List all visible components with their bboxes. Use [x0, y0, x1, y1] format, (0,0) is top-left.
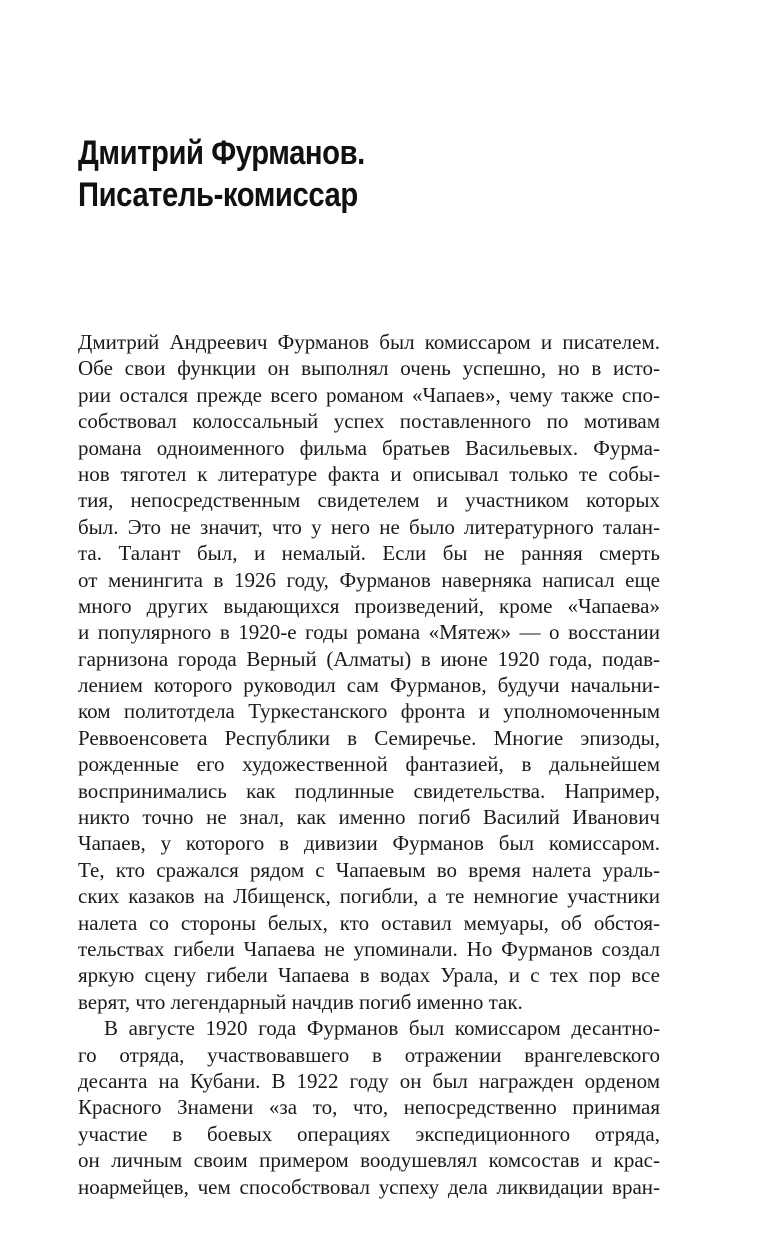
text-line: воспринимались как подлинные свидетельства. Например, — [78, 778, 660, 803]
text-line: Дмитрий Андреевич Фурманов был комиссаром и писателем. — [78, 330, 660, 354]
text-line: романа одноименного фильма братьев Васильевых. Фурма- — [78, 435, 660, 460]
text-line: рожденные его художественной фантазией, в дальнейшем — [78, 752, 660, 777]
text-line: го отряда, участвовавшего в отражении врангелевского — [78, 1042, 660, 1067]
text-line: Те, кто сражался рядом с Чапаевым во время налета ураль- — [78, 857, 660, 882]
text-line: та. Талант был, и немалый. Если бы не ранняя смерть — [78, 541, 660, 566]
chapter-title — [78, 132, 594, 216]
text-line: был. Это не значит, что у него не было литературного талан- — [78, 514, 660, 539]
chapter-title-line-2: Писатель-комиссар — [78, 176, 358, 214]
text-line: никто точно не знал, как именно погиб Василий Иванович — [78, 805, 660, 830]
text-line: верят, что легендарный начдив погиб именно так. — [78, 989, 523, 1014]
text-line: рии остался прежде всего романом «Чапаев», чему также спо- — [78, 382, 660, 407]
text-line: гарнизона города Верный (Алматы) в июне 1920 года, подав- — [78, 646, 660, 671]
text-line: собствовал колоссальный успех поставленного по мотивам — [78, 409, 660, 434]
text-line: тельствах гибели Чапаева не упоминали. Но Фурманов создал — [78, 936, 660, 961]
text-line: яркую сцену гибели Чапаева в водах Урала, и с тех пор все — [78, 963, 660, 988]
text-line: Обе свои функции он выполнял очень успешно, но в исто- — [78, 356, 660, 381]
text-line: лением которого руководил сам Фурманов, будучи начальни- — [78, 673, 660, 698]
text-line: ком политотдела Туркестанского фронта и уполномоченным — [78, 699, 660, 724]
text-line: от менингита в 1926 году, Фурманов наверняка написал еще — [78, 567, 660, 592]
text-line: он личным своим примером воодушевлял комсостав и крас- — [78, 1148, 660, 1173]
text-line: тия, непосредственным свидетелем и участником которых — [78, 488, 660, 513]
chapter-title-line-1: Дмитрий Фурманов. — [78, 134, 365, 172]
text-line: и популярного в 1920-е годы романа «Мятеж» — о восстании — [78, 620, 660, 645]
text-line: много других выдающихся произведений, кроме «Чапаева» — [78, 593, 660, 618]
text-line: Красного Знамени «за то, что, непосредственно принимая — [78, 1095, 660, 1120]
text-line: налета со стороны белых, кто оставил мемуары, об обстоя- — [78, 910, 660, 935]
text-line: участие в боевых операциях экспедиционного отряда, — [78, 1121, 660, 1146]
text-line: Чапаев, у которого в дивизии Фурманов был комиссаром. — [78, 831, 660, 856]
text-line: нов тяготел к литературе факта и описывал только те собы- — [78, 461, 660, 486]
text-line: В августе 1920 года Фурманов был комиссаром десантно- — [104, 1016, 660, 1041]
text-line: ноармейцев, чем способствовал успеху дела ликвидации вран- — [78, 1174, 660, 1199]
body-text — [78, 329, 660, 1200]
text-line: ских казаков на Лбищенск, погибли, а те немногие участники — [78, 884, 660, 909]
text-line: Реввоенсовета Республики в Семиречье. Многие эпизоды, — [78, 725, 660, 750]
text-line: десанта на Кубани. В 1922 году он был награжден орденом — [78, 1068, 660, 1093]
